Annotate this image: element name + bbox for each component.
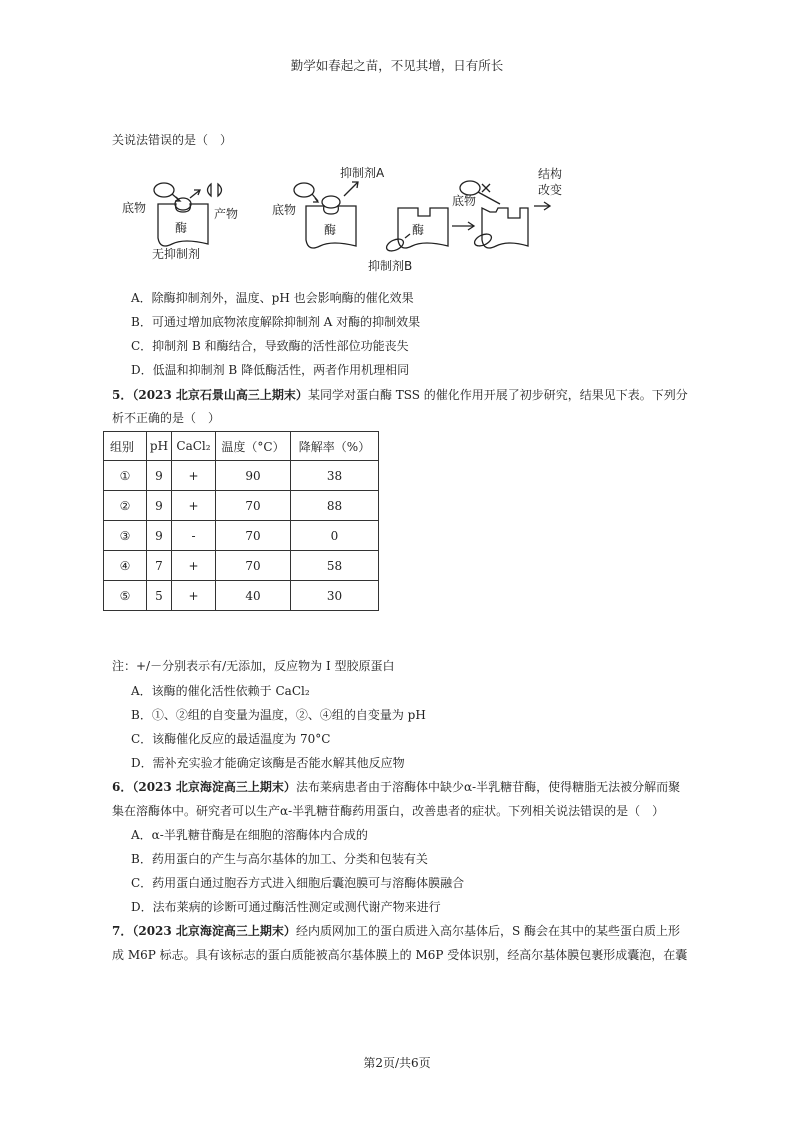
label-change: 改变 — [538, 183, 563, 197]
table-cell: ③ — [104, 521, 147, 551]
question-6-number: 6． — [112, 780, 133, 794]
label-inhibitor-a: 抑制剂A — [340, 166, 385, 180]
table-cell: 38 — [291, 461, 379, 491]
question-7-source: （2023 北京海淀高三上期末） — [132, 924, 296, 938]
question-5-stem-line-2: 析不正确的是（ ） — [112, 411, 221, 425]
table-cell: 70 — [216, 551, 291, 581]
table-cell: 9 — [147, 521, 172, 551]
question-6-option-d: D．法布莱病的诊断可通过酶活性测定或测代谢产物来进行 — [131, 900, 441, 914]
label-no-inhibitor: 无抑制剂 — [152, 247, 201, 261]
table-cell: + — [172, 491, 216, 521]
table-cell: 70 — [216, 491, 291, 521]
question-6-option-c: C．药用蛋白通过胞吞方式进入细胞后囊泡膜可与溶酶体膜融合 — [131, 876, 465, 890]
table-header-cell: pH — [147, 432, 172, 461]
question-5-stem-line-1 — [112, 386, 688, 403]
table-header-cell: 温度（°C） — [216, 432, 291, 461]
question-5-table-note: 注：+/－分别表示有/无添加，反应物为 I 型胶原蛋白 — [112, 659, 395, 673]
label-inhibitor-b: 抑制剂B — [368, 259, 413, 273]
table-row — [104, 551, 379, 581]
table-cell: 7 — [147, 551, 172, 581]
table-cell: 9 — [147, 491, 172, 521]
table-row — [104, 491, 379, 521]
question-7-stem-text: 经内质网加工的蛋白质进入高尔基体后，S 酶会在其中的某些蛋白质上形 — [295, 924, 680, 938]
label-substrate-1: 底物 — [122, 201, 147, 215]
table-header-cell: 降解率（%） — [291, 432, 379, 461]
question-4-stem-tail: 关说法错误的是（ ） — [112, 133, 233, 147]
table-cell: 88 — [291, 491, 379, 521]
question-6-stem-text: 法布莱病患者由于溶酶体中缺少α-半乳糖苷酶，使得糖脂无法被分解而聚 — [295, 780, 681, 794]
table-cell: ② — [104, 491, 147, 521]
question-4-option-b: B．可通过增加底物浓度解除抑制剂 A 对酶的抑制效果 — [131, 315, 421, 329]
question-5-option-d: D．需补充实验才能确定该酶是否能水解其他反应物 — [131, 756, 405, 770]
table-header-row — [104, 432, 379, 461]
question-4-option-c: C．抑制剂 B 和酶结合，导致酶的活性部位功能丧失 — [131, 339, 409, 353]
table-cell: + — [172, 461, 216, 491]
table-cell: 70 — [216, 521, 291, 551]
question-5-stem-text: 某同学对蛋白酶 TSS 的催化作用开展了初步研究，结果见下表。下列分 — [307, 388, 688, 402]
label-enzyme-2: 酶 — [324, 223, 337, 237]
question-5-option-b: B．①、②组的自变量为温度，②、④组的自变量为 pH — [131, 708, 426, 722]
label-structure: 结构 — [538, 167, 563, 181]
question-4-option-d: D．低温和抑制剂 B 降低酶活性，两者作用机理相同 — [131, 363, 410, 377]
table-cell: + — [172, 581, 216, 611]
table-cell: - — [172, 521, 216, 551]
table-cell: 90 — [216, 461, 291, 491]
question-7-stem-line-2: 成 M6P 标志。具有该标志的蛋白质能被高尔基体膜上的 M6P 受体识别，经高尔基体膜包裹形成囊泡，在囊 — [112, 948, 688, 962]
table-row — [104, 521, 379, 551]
table-cell: ⑤ — [104, 581, 147, 611]
label-product: 产物 — [214, 207, 239, 221]
table-cell: 40 — [216, 581, 291, 611]
question-5-source: （2023 北京石景山高三上期末） — [132, 388, 308, 402]
table-cell: 58 — [291, 551, 379, 581]
question-7-stem-line-1 — [112, 922, 680, 939]
question-6-option-b: B．药用蛋白的产生与高尔基体的加工、分类和包装有关 — [131, 852, 428, 866]
question-7-number: 7． — [112, 924, 133, 938]
page-number-footer: 第2页/共6页 — [363, 1056, 431, 1070]
table-cell: + — [172, 551, 216, 581]
question-6-stem-line-2: 集在溶酶体中。研究者可以生产α-半乳糖苷酶药用蛋白，改善患者的症状。下列相关说法错误的是（ ） — [112, 804, 665, 818]
page-header-motto: 勤学如春起之苗，不见其增，日有所长 — [290, 58, 504, 73]
table-header-cell: 组别 — [104, 432, 147, 461]
table-cell: ④ — [104, 551, 147, 581]
table-cell: 9 — [147, 461, 172, 491]
table-cell: 30 — [291, 581, 379, 611]
question-6-source: （2023 北京海淀高三上期末） — [132, 780, 296, 794]
table-cell: 5 — [147, 581, 172, 611]
question-5-option-c: C．该酶催化反应的最适温度为 70°C — [131, 732, 331, 746]
table-cell: ① — [104, 461, 147, 491]
question-6-stem-line-1 — [112, 778, 680, 795]
question-4-option-a: A．除酶抑制剂外，温度、pH 也会影响酶的催化效果 — [131, 291, 414, 305]
label-substrate-2: 底物 — [272, 203, 297, 217]
label-substrate-3: 底物 — [452, 194, 477, 208]
question-5-results-table — [103, 431, 379, 611]
label-enzyme-1: 酶 — [175, 221, 188, 235]
enzyme-inhibition-figure — [110, 160, 590, 280]
label-enzyme-3: 酶 — [412, 223, 425, 237]
question-5-option-a: A．该酶的催化活性依赖于 CaCl₂ — [131, 684, 310, 698]
table-cell: 0 — [291, 521, 379, 551]
table-row — [104, 461, 379, 491]
table-row — [104, 581, 379, 611]
question-6-option-a: A．α-半乳糖苷酶是在细胞的溶酶体内合成的 — [131, 828, 368, 842]
table-header-cell: CaCl₂ — [172, 432, 216, 461]
question-5-number: 5． — [112, 388, 133, 402]
